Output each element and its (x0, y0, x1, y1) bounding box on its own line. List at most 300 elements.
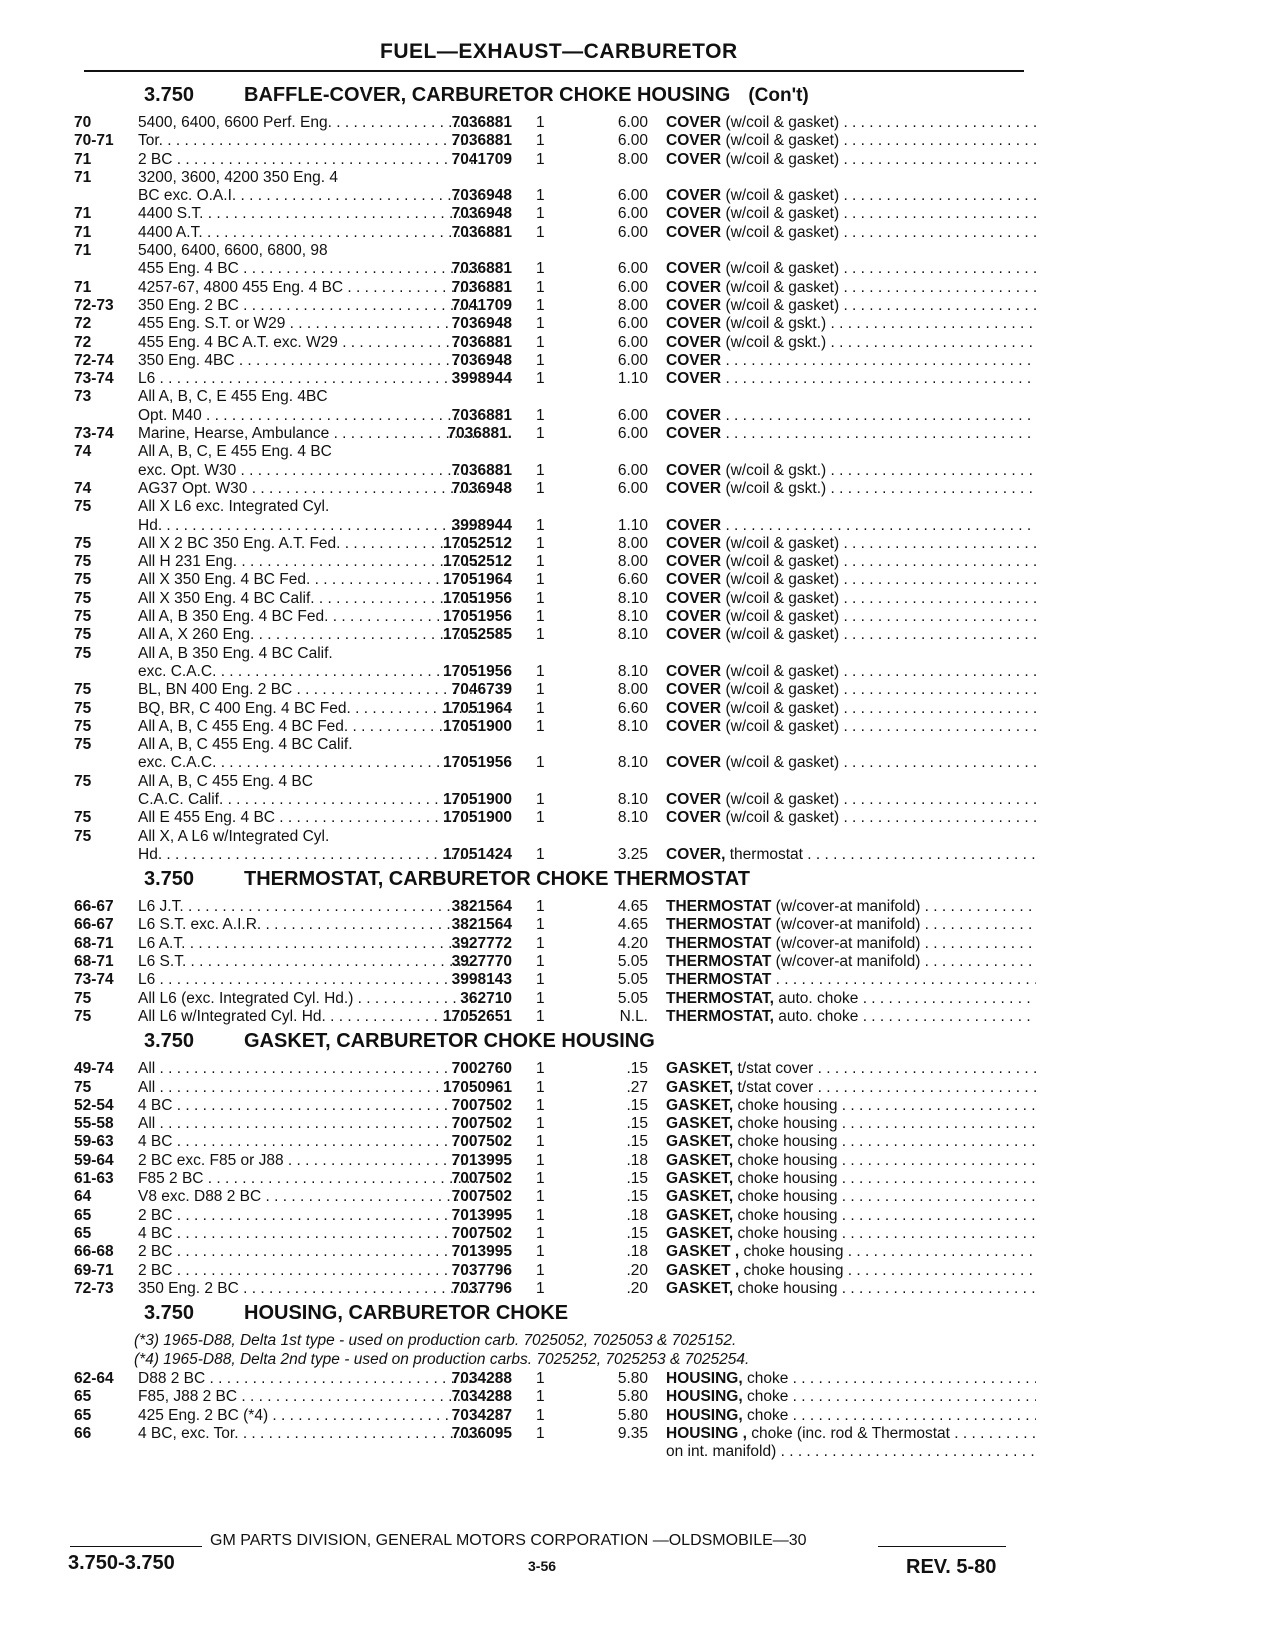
parts-list (74, 80, 1034, 1462)
application-desc: All L6 w/Integrated Cyl. Hd. . . . (138, 1008, 478, 1026)
parts-row (74, 791, 1034, 809)
quantity: 1 (536, 608, 545, 626)
application-desc: F85 2 BC . . . (138, 1170, 478, 1188)
list-price: .15 (626, 1224, 648, 1242)
model-year: 75 (74, 571, 92, 589)
parts-row (74, 626, 1034, 644)
parts-row (74, 169, 1034, 187)
item-name (666, 1425, 1036, 1443)
part-number: 7036881 (451, 461, 512, 479)
item-detail: (w/coil & gasket) (725, 681, 840, 699)
item-detail: (w/cover-at manifold) (775, 953, 921, 971)
item-label: COVER (666, 461, 722, 479)
application-desc: All . . . (138, 1115, 478, 1133)
part-number: 7013995 (451, 1206, 512, 1224)
model-year: 75 (74, 608, 92, 626)
item-label: COVER (666, 717, 722, 735)
item-detail: (w/coil & gasket) (725, 187, 840, 205)
model-year: 66-68 (74, 1243, 114, 1261)
application-desc: All L6 (exc. Integrated Cyl. Hd.) . . . (138, 990, 478, 1008)
quantity: 1 (536, 406, 545, 424)
part-number: 3821564 (451, 916, 512, 934)
parts-row (74, 571, 1034, 589)
application-desc: Hd. . . . (138, 517, 478, 535)
list-price: 6.00 (617, 479, 648, 497)
part-number: 7036881 (451, 260, 512, 278)
item-detail: choke (746, 1406, 789, 1424)
parts-row (74, 535, 1034, 553)
item-label: THERMOSTAT (666, 934, 772, 952)
model-year: 71 (74, 168, 92, 186)
quantity: 1 (536, 845, 545, 863)
parts-row (74, 205, 1034, 223)
item-name (666, 187, 1036, 205)
item-detail: (w/coil & gasket) (725, 754, 840, 772)
application-desc: All . . . (138, 1079, 478, 1097)
parts-row (74, 425, 1034, 443)
item-name (666, 1407, 1036, 1425)
quantity: 1 (536, 132, 545, 150)
item-label: GASKET, (666, 1170, 734, 1188)
footer-revision: REV. 5-80 (906, 1556, 997, 1578)
quantity: 1 (536, 425, 545, 443)
list-price: 6.00 (617, 461, 648, 479)
parts-row (74, 1008, 1034, 1026)
page-title: FUEL—EXHAUST—CARBURETOR (380, 40, 738, 63)
item-label: COVER (666, 479, 722, 497)
parts-row (74, 297, 1034, 315)
part-number: 7034287 (451, 1406, 512, 1424)
application-desc: Hd. . . . (138, 846, 478, 864)
item-detail: choke housing (737, 1115, 838, 1133)
item-label: HOUSING, (666, 1388, 743, 1406)
parts-row (74, 935, 1034, 953)
item-name (666, 205, 1036, 223)
parts-row (74, 260, 1034, 278)
item-name (666, 1133, 1036, 1151)
list-price: 9.35 (617, 1425, 648, 1442)
quantity: 1 (536, 1078, 545, 1096)
item-detail: (w/coil & gasket) (725, 717, 840, 735)
part-number: 7034288 (451, 1388, 512, 1406)
item-name (666, 990, 1036, 1008)
quantity: 1 (536, 1060, 545, 1078)
application-desc: All H 231 Eng. . . . (138, 553, 478, 571)
item-label: COVER (666, 534, 722, 552)
quantity: 1 (536, 626, 545, 644)
quantity: 1 (536, 1151, 545, 1169)
quantity: 1 (536, 1243, 545, 1261)
parts-row (74, 700, 1034, 718)
quantity: 1 (536, 754, 545, 772)
item-detail: choke (746, 1370, 789, 1388)
item-detail: choke housing (737, 1188, 838, 1206)
list-price: .18 (626, 1151, 648, 1169)
application-desc: 350 Eng. 2 BC . . . (138, 1280, 478, 1298)
item-name (666, 315, 1036, 333)
section-continued-label: (Con't) (748, 85, 809, 106)
part-number: 7036948 (451, 479, 512, 497)
item-label: THERMOSTAT (666, 916, 772, 934)
application-desc: Tor. . . . (138, 132, 478, 150)
part-number: 17051900 (443, 790, 512, 808)
item-label: GASKET, (666, 1096, 734, 1114)
item-label: THERMOSTAT, (666, 1007, 774, 1025)
parts-row (74, 608, 1034, 626)
item-detail: (w/coil & gskt.) (725, 461, 827, 479)
model-year: 75 (74, 717, 92, 735)
part-number: 7013995 (451, 1151, 512, 1169)
item-label: COVER (666, 260, 722, 278)
item-name (666, 1079, 1036, 1097)
model-year: 71 (74, 205, 92, 223)
part-number: 7036881 (451, 406, 512, 424)
item-name (666, 517, 1036, 535)
quantity: 1 (536, 1279, 545, 1297)
application-desc: AG37 Opt. W30 . . . (138, 480, 478, 498)
item-name (666, 1262, 1036, 1280)
model-year: 75 (74, 827, 92, 845)
parts-row (74, 132, 1034, 150)
item-detail: (w/coil & gasket) (725, 534, 840, 552)
item-name (666, 224, 1036, 242)
quantity: 1 (536, 1425, 545, 1442)
item-detail: choke housing (737, 1279, 838, 1297)
item-label: HOUSING , (666, 1425, 747, 1442)
quantity: 1 (536, 351, 545, 369)
parts-row (74, 1407, 1034, 1425)
list-price: .20 (626, 1261, 648, 1279)
parts-row (74, 1243, 1034, 1261)
section-title: GASKET, CARBURETOR CHOKE HOUSING (244, 1030, 655, 1053)
model-year: 69-71 (74, 1261, 114, 1279)
section-heading (74, 1298, 1034, 1332)
application-desc: 455 Eng. S.T. or W29 . . . (138, 315, 478, 333)
model-year: 65 (74, 1206, 92, 1224)
model-year: 71 (74, 150, 92, 168)
item-label: THERMOSTAT (666, 953, 772, 971)
parts-row (74, 828, 1034, 846)
model-year: 71 (74, 278, 92, 296)
list-price: 6.00 (617, 132, 648, 150)
part-number: 3927772 (451, 934, 512, 952)
item-detail: (w/coil & gskt.) (725, 479, 827, 497)
quantity: 1 (536, 953, 545, 971)
application-desc: All X L6 exc. Integrated Cyl. (138, 498, 330, 516)
quantity: 1 (536, 296, 545, 314)
list-price: .15 (626, 1170, 648, 1188)
item-label: GASKET, (666, 1078, 734, 1096)
list-price: 8.00 (617, 681, 648, 699)
item-label: COVER (666, 406, 722, 424)
part-number: 7036881 (451, 223, 512, 241)
section-number: 3.750 (144, 868, 195, 891)
application-desc: 2 BC . . . (138, 1262, 478, 1280)
item-label: COVER (666, 681, 722, 699)
model-year: 72-73 (74, 296, 114, 314)
quantity: 1 (536, 223, 545, 241)
parts-row (74, 370, 1034, 388)
item-label: COVER (666, 114, 722, 131)
item-name (666, 407, 1036, 425)
part-number: 7041709 (451, 150, 512, 168)
application-desc: All A, B 350 Eng. 4 BC Calif. (138, 644, 333, 662)
item-label: COVER (666, 425, 722, 443)
item-name (666, 681, 1036, 699)
item-detail: (w/coil & gasket) (725, 150, 840, 168)
application-desc: 350 Eng. 2 BC . . . (138, 297, 478, 315)
list-price: 6.60 (617, 571, 648, 589)
item-detail: choke housing (737, 1096, 838, 1114)
item-name (666, 1370, 1036, 1388)
list-price: 8.00 (617, 296, 648, 314)
part-number: 7007502 (451, 1115, 512, 1133)
parts-row (74, 809, 1034, 827)
list-price: 8.10 (617, 662, 648, 680)
part-number: 7007502 (451, 1188, 512, 1206)
item-name (666, 535, 1036, 553)
item-detail: choke housing (737, 1170, 838, 1188)
list-price: 8.10 (617, 608, 648, 626)
list-price: 8.00 (617, 553, 648, 571)
part-number: 7013995 (451, 1243, 512, 1261)
quantity: 1 (536, 662, 545, 680)
part-number: 17051964 (443, 571, 512, 589)
part-number: 7036948 (451, 187, 512, 205)
item-name (666, 626, 1036, 644)
item-name (666, 809, 1036, 827)
application-desc: All X 350 Eng. 4 BC Calif. . . . (138, 590, 478, 608)
application-desc: L6 J.T. . . . (138, 898, 478, 916)
application-desc: 5400, 6400, 6600 Perf. Eng. . . . (138, 114, 478, 132)
item-label: COVER (666, 333, 722, 351)
list-price: .15 (626, 1188, 648, 1206)
list-price: 6.00 (617, 351, 648, 369)
parts-row (74, 1152, 1034, 1170)
part-number: 17051956 (443, 754, 512, 772)
item-detail: choke (inc. rod & Thermostat (751, 1425, 950, 1442)
application-desc: Opt. M40 . . . (138, 407, 478, 425)
item-detail: choke housing (737, 1206, 838, 1224)
item-detail: auto. choke (778, 989, 859, 1007)
model-year: 72-74 (74, 351, 114, 369)
part-number: 7036881 (451, 278, 512, 296)
item-detail: (w/coil & gasket) (725, 260, 840, 278)
item-name (666, 1243, 1036, 1261)
section-number: 3.750 (144, 1302, 195, 1325)
model-year: 72 (74, 333, 92, 351)
parts-row (74, 315, 1034, 333)
part-number: 7007502 (451, 1170, 512, 1188)
parts-row (74, 498, 1034, 516)
parts-row (74, 681, 1034, 699)
item-name (666, 370, 1036, 388)
item-name (666, 425, 1036, 443)
parts-row (74, 1170, 1034, 1188)
parts-row (74, 443, 1034, 461)
item-detail: auto. choke (778, 1007, 859, 1025)
parts-row (74, 279, 1034, 297)
parts-row (74, 1097, 1034, 1115)
model-year: 59-64 (74, 1151, 114, 1169)
part-number: 3998944 (451, 370, 512, 388)
parts-row (74, 645, 1034, 663)
list-price: 6.00 (617, 260, 648, 278)
application-desc: BC exc. O.A.I. . . . (138, 187, 478, 205)
part-number: 3927770 (451, 953, 512, 971)
parts-row (74, 1225, 1034, 1243)
item-detail: (w/coil & gskt.) (725, 333, 827, 351)
list-price: 3.25 (617, 845, 648, 863)
parts-row (74, 990, 1034, 1008)
part-number: 7036948 (451, 315, 512, 333)
item-label: COVER (666, 132, 722, 150)
quantity: 1 (536, 315, 545, 333)
application-desc: L6 . . . (138, 971, 478, 989)
model-year: 61-63 (74, 1170, 114, 1188)
list-price: 5.05 (617, 989, 648, 1007)
model-year: 74 (74, 443, 92, 461)
parts-row (74, 1370, 1034, 1388)
part-number: 7036881 (451, 333, 512, 351)
application-desc: Marine, Hearse, Ambulance . . . (138, 425, 478, 443)
item-label: COVER (666, 296, 722, 314)
quantity: 1 (536, 898, 545, 916)
part-number: 17051900 (443, 809, 512, 827)
section-heading (74, 864, 1034, 898)
item-name (666, 590, 1036, 608)
list-price: .15 (626, 1133, 648, 1151)
list-price: 4.65 (617, 916, 648, 934)
quantity: 1 (536, 916, 545, 934)
quantity: 1 (536, 114, 545, 131)
quantity: 1 (536, 989, 545, 1007)
list-price: 5.05 (617, 971, 648, 989)
item-detail: (w/coil & gskt.) (725, 315, 827, 333)
parts-row (74, 352, 1034, 370)
list-price: 6.00 (617, 406, 648, 424)
item-label: COVER (666, 809, 722, 827)
part-number: 7002760 (451, 1060, 512, 1078)
item-name (666, 462, 1036, 480)
application-desc: All A, B, C 455 Eng. 4 BC Calif. (138, 736, 353, 754)
item-label: THERMOSTAT, (666, 989, 774, 1007)
model-year: 73-74 (74, 971, 114, 989)
part-number: 3998944 (451, 516, 512, 534)
list-price: 6.00 (617, 425, 648, 443)
model-year: 55-58 (74, 1115, 114, 1133)
quantity: 1 (536, 516, 545, 534)
parts-row (74, 517, 1034, 535)
parts-row (74, 916, 1034, 934)
application-desc: 4 BC, exc. Tor. . . . (138, 1425, 478, 1443)
parts-row (74, 334, 1034, 352)
application-desc: 4 BC . . . (138, 1133, 478, 1151)
quantity: 1 (536, 150, 545, 168)
model-year: 75 (74, 772, 92, 790)
item-name (666, 1443, 1036, 1461)
item-name (666, 898, 1036, 916)
item-detail: choke housing (737, 1224, 838, 1242)
item-name (666, 718, 1036, 736)
item-label: GASKET, (666, 1115, 734, 1133)
part-number: 7034288 (451, 1370, 512, 1388)
item-label: GASKET, (666, 1151, 734, 1169)
parts-row (74, 736, 1034, 754)
application-desc: C.A.C. Calif. . . . (138, 791, 478, 809)
item-name (666, 663, 1036, 681)
quantity: 1 (536, 534, 545, 552)
quantity: 1 (536, 1388, 545, 1406)
application-desc: All A, B, C, E 455 Eng. 4 BC (138, 443, 332, 461)
quantity: 1 (536, 589, 545, 607)
section-title: HOUSING, CARBURETOR CHOKE (244, 1302, 569, 1325)
list-price: 4.65 (617, 898, 648, 916)
part-number: 17051956 (443, 662, 512, 680)
model-year: 70-71 (74, 132, 114, 150)
quantity: 1 (536, 1406, 545, 1424)
list-price: 5.05 (617, 953, 648, 971)
quantity: 1 (536, 790, 545, 808)
parts-row (74, 151, 1034, 169)
model-year: 75 (74, 534, 92, 552)
list-price: 8.00 (617, 150, 648, 168)
list-price: .15 (626, 1060, 648, 1078)
item-label: COVER (666, 790, 722, 808)
parts-row (74, 1133, 1034, 1151)
item-label: HOUSING, (666, 1370, 743, 1388)
item-detail: choke housing (743, 1243, 844, 1261)
parts-row (74, 1443, 1034, 1461)
item-label: COVER (666, 150, 722, 168)
application-desc: 4400 A.T. . . . (138, 224, 478, 242)
parts-row (74, 1188, 1034, 1206)
model-year: 73-74 (74, 370, 114, 388)
item-name (666, 1388, 1036, 1406)
section-heading (74, 1026, 1034, 1060)
item-name (666, 1170, 1036, 1188)
application-desc: All E 455 Eng. 4 BC . . . (138, 809, 478, 827)
item-name (666, 297, 1036, 315)
item-name (666, 480, 1036, 498)
part-number: 7036095 (451, 1425, 512, 1442)
part-number: 17051956 (443, 608, 512, 626)
item-name (666, 754, 1036, 772)
application-desc: 4257-67, 4800 455 Eng. 4 BC . . . (138, 279, 478, 297)
parts-row (74, 971, 1034, 989)
item-label: COVER (666, 571, 722, 589)
application-desc: All X, A L6 w/Integrated Cyl. (138, 827, 330, 845)
item-label: COVER (666, 516, 722, 534)
item-detail: choke housing (737, 1133, 838, 1151)
item-label: COVER (666, 589, 722, 607)
item-detail: (w/coil & gasket) (725, 790, 840, 808)
model-year: 49-74 (74, 1060, 114, 1078)
part-number: 17052651 (443, 1007, 512, 1025)
item-detail: (w/coil & gasket) (725, 205, 840, 223)
parts-row (74, 242, 1034, 260)
list-price: 8.10 (617, 809, 648, 827)
part-number: 17052512 (443, 553, 512, 571)
item-detail: (w/coil & gasket) (725, 626, 840, 644)
section-title: BAFFLE-COVER, CARBURETOR CHOKE HOUSING (244, 84, 731, 106)
parts-row (74, 1079, 1034, 1097)
quantity: 1 (536, 333, 545, 351)
item-detail: t/stat cover (737, 1078, 814, 1096)
item-detail: (w/coil & gasket) (725, 571, 840, 589)
application-desc: 2 BC . . . (138, 1243, 478, 1261)
model-year: 66-67 (74, 916, 114, 934)
